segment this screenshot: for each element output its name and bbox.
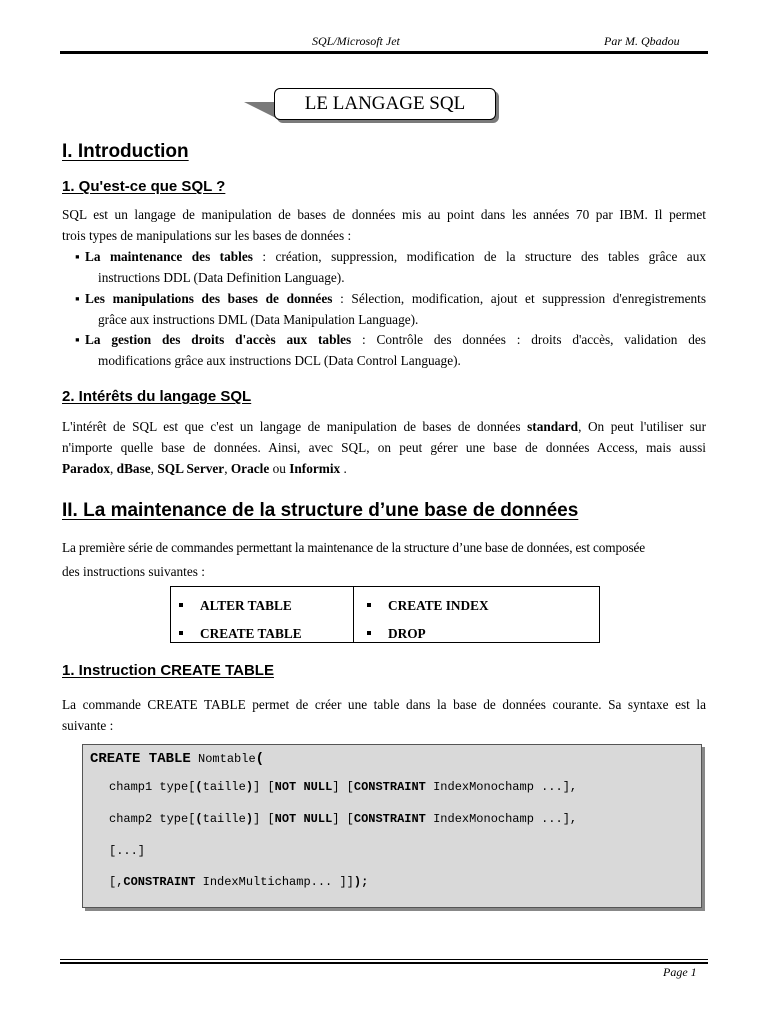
page-number: Page 1 — [663, 965, 697, 979]
text-line: Paradox, dBase, SQL Server, Oracle ou Informix . — [62, 461, 347, 476]
document-title: LE LANGAGE SQL — [274, 88, 496, 120]
bullet-line-cont: modifications grâce aux instructions DCL (Data Control Language). — [98, 353, 461, 368]
paragraph-create-table — [62, 694, 706, 736]
bullet-marker: ▪ — [75, 249, 80, 264]
bullet-square-icon — [179, 603, 183, 607]
text-line: trois types de manipulations sur les bases de données : — [62, 228, 352, 243]
code-line: CREATE TABLE Nomtable( — [90, 751, 265, 767]
code-block-create-table-syntax — [82, 744, 702, 908]
subsection-heading-interests: 2. Intérêts du langage SQL — [62, 388, 252, 405]
bullet-term: Les manipulations des bases de données — [85, 291, 333, 306]
bullet-line: La maintenance des tables : création, suppression, modification de la structure des tables grâce aux — [85, 249, 706, 264]
list-item — [75, 288, 706, 330]
table-divider — [353, 587, 354, 642]
bullet-marker: ▪ — [75, 291, 80, 306]
subsection-heading-what-is-sql: 1. Qu'est-ce que SQL ? — [62, 178, 226, 195]
text-line: La première série de commandes permettant la maintenance de la structure d’une base de données, est composée — [62, 540, 646, 555]
bullet-line-cont: instructions DDL (Data Definition Language). — [98, 270, 345, 285]
bullet-square-icon — [179, 631, 183, 635]
header-rule — [60, 51, 708, 54]
text-line: La commande CREATE TABLE permet de créer une table dans la base de données courante. Sa syntaxe est la — [62, 697, 706, 712]
bullet-term: La maintenance des tables — [85, 249, 253, 264]
code-line: champ1 type[(taille)] [NOT NULL] [CONSTRAINT IndexMonochamp ...], — [109, 780, 578, 794]
bullet-marker: ▪ — [75, 332, 80, 347]
code-line: [...] — [109, 844, 146, 858]
header-title: SQL/Microsoft Jet — [312, 34, 400, 48]
commands-table — [170, 586, 600, 643]
code-line: [,CONSTRAINT IndexMultichamp... ]]); — [109, 875, 369, 889]
bullet-line: Les manipulations des bases de données : Sélection, modification, ajout et suppression d'enregistrements — [85, 291, 706, 306]
header-author: Par M. Qbadou — [604, 34, 680, 48]
section-heading-introduction: I. Introduction — [62, 141, 189, 162]
footer-rule — [60, 962, 708, 964]
section-heading-maintenance: II. La maintenance de la structure d’une base de données — [62, 500, 579, 521]
paragraph-maintenance-intro — [62, 536, 706, 584]
command-item: ALTER TABLE — [179, 598, 292, 614]
text-line: n'importe quelle base de données. Ainsi, avec SQL, on peut gérer une base de données Access, mais aussi — [62, 440, 706, 455]
text-line: des instructions suivantes : — [62, 564, 205, 579]
footer-rule — [60, 959, 708, 960]
bullet-line: La gestion des droits d'accès aux tables : Contrôle des données : droits d'accès, validation des — [85, 332, 706, 347]
paragraph-sql-interests — [62, 416, 706, 479]
subsection-heading-create-table: 1. Instruction CREATE TABLE — [62, 662, 274, 679]
bullet-term: La gestion des droits d'accès aux tables — [85, 332, 352, 347]
text-line: suivante : — [62, 718, 114, 733]
command-item: CREATE TABLE — [179, 626, 302, 642]
bullet-line-cont: grâce aux instructions DML (Data Manipulation Language). — [98, 312, 419, 327]
command-item: DROP — [367, 626, 426, 642]
bullet-square-icon — [367, 603, 371, 607]
code-line: champ2 type[(taille)] [NOT NULL] [CONSTRAINT IndexMonochamp ...], — [109, 812, 578, 826]
list-item — [75, 329, 706, 371]
text-line: L'intérêt de SQL est que c'est un langage de manipulation de bases de données standard, On peut l'utiliser sur — [62, 419, 706, 434]
bullet-square-icon — [367, 631, 371, 635]
document-title-frame — [244, 88, 496, 122]
page-header — [0, 34, 768, 48]
paragraph-sql-intro — [62, 204, 706, 246]
text-line: SQL est un langage de manipulation de bases de données mis au point dans les années 70 par IBM. Il permet — [62, 207, 706, 222]
command-item: CREATE INDEX — [367, 598, 489, 614]
list-item — [75, 246, 706, 288]
